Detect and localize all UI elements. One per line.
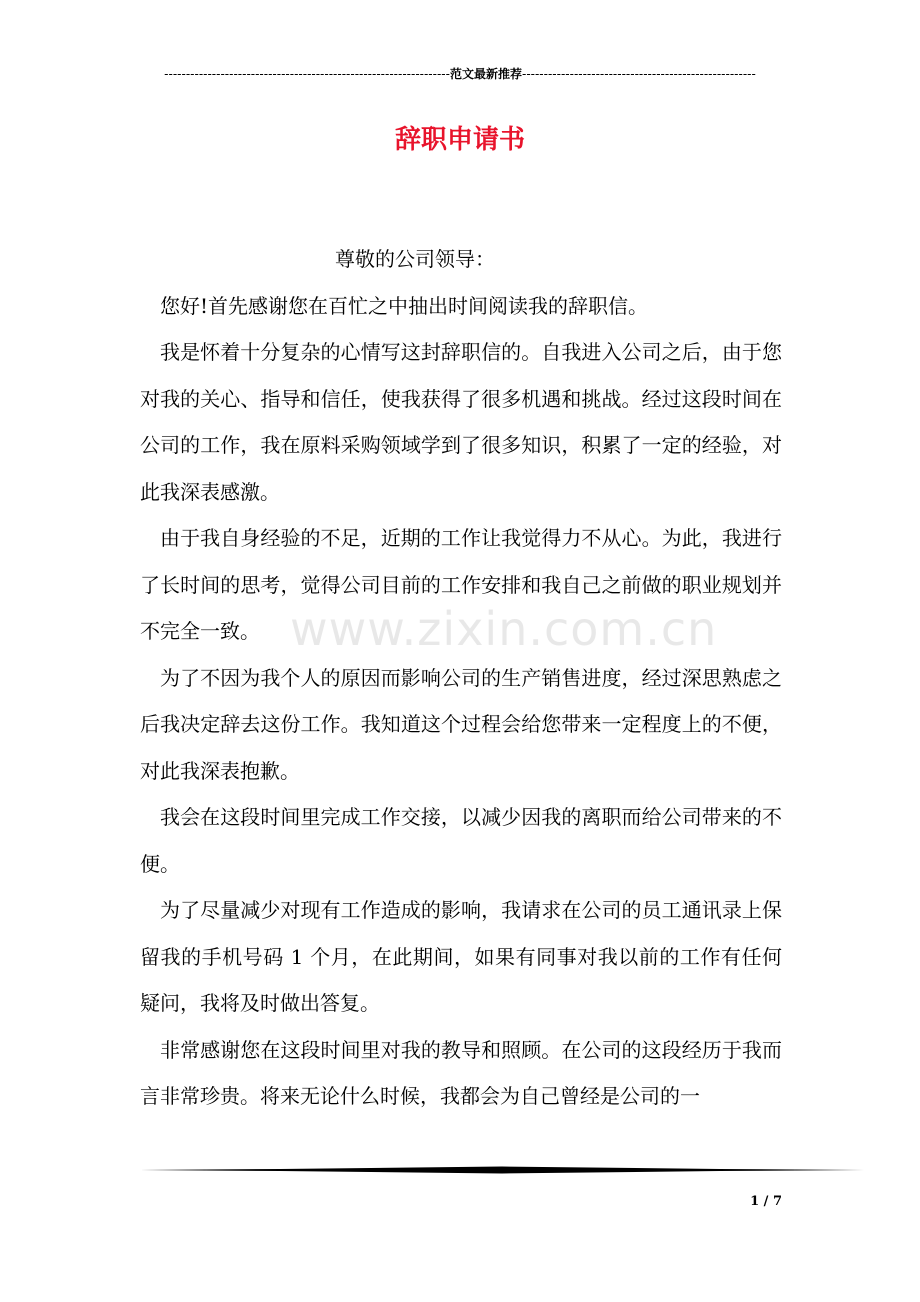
page-header	[140, 66, 780, 82]
footer-rule	[140, 1166, 864, 1174]
header-left-dashes: ------------------------------------------------------------------	[164, 67, 450, 81]
greeting: 尊敬的公司领导：	[335, 247, 495, 271]
header-label: 范文最新推荐	[449, 67, 522, 81]
page-number: 1 / 7	[750, 1194, 782, 1209]
header-right-dashes: ------------------------------------------------------	[521, 67, 756, 81]
paragraph: 我会在这段时间里完成工作交接，以减少因我的离职而给公司带来的不便。	[140, 805, 782, 876]
document-title: 辞职申请书	[394, 125, 525, 155]
paragraph: 为了不因为我个人的原因而影响公司的生产销售进度，经过深思熟虑之后我决定辞去这份工作。我知道这个过程会给您带来一定程度上的不便，对此我深表抱歉。	[140, 665, 782, 783]
paragraph: 我是怀着十分复杂的心情写这封辞职信的。自我进入公司之后，由于您对我的关心、指导和信任，使我获得了很多机遇和挑战。经过这段时间在公司的工作，我在原料采购领域学到了很多知识，积累了一定的经验，对此我深表感激。	[140, 340, 782, 504]
paragraph: 您好!首先感谢您在百忙之中抽出时间阅读我的辞职信。	[160, 293, 649, 318]
watermark: www.zixin.com.cn	[290, 602, 718, 656]
paragraph: 为了尽量减少对现有工作造成的影响，我请求在公司的员工通讯录上保留我的手机号码 1 个月，在此期间，如果有同事对我以前的工作有任何疑问，我将及时做出答复。	[140, 898, 782, 1015]
paragraph: 非常感谢您在这段时间里对我的教导和照顾。在公司的这段经历于我而言非常珍贵。将来无论什么时候，我都会为自己曾经是公司的一	[140, 1037, 782, 1108]
document-body	[140, 236, 782, 1120]
paragraph: 由于我自身经验的不足，近期的工作让我觉得力不从心。为此，我进行了长时间的思考，觉得公司目前的工作安排和我自己之前做的职业规划并不完全一致。	[140, 526, 782, 643]
